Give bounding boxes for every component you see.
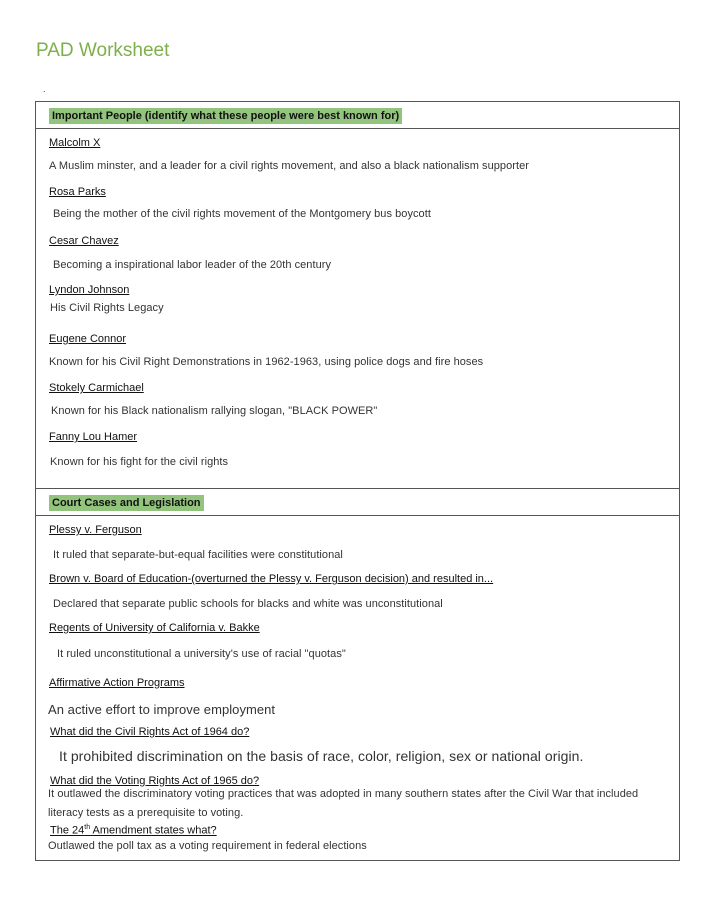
case-answer-line2: literacy tests as a prerequisite to voting.	[48, 807, 244, 819]
section-header	[36, 102, 679, 129]
person-name: Stokely Carmichael	[49, 382, 144, 394]
case-answer: An active effort to improve employment	[48, 702, 276, 717]
case-name-sup: th	[84, 824, 91, 831]
case-name: Affirmative Action Programs	[49, 677, 185, 689]
section-heading: Important People (identify what these people were best known for)	[49, 108, 402, 124]
person-name: Cesar Chavez	[49, 235, 119, 247]
case-name: Brown v. Board of Education-(overturned the Plessy v. Ferguson decision) and resulted in...	[49, 573, 494, 585]
person-answer: Being the mother of the civil rights movement of the Montgomery bus boycott	[53, 208, 431, 220]
person-name: Lyndon Johnson	[49, 284, 130, 296]
section-heading: Court Cases and Legislation	[49, 495, 204, 511]
case-name: What did the Voting Rights Act of 1965 do?	[50, 775, 260, 787]
case-answer: It ruled that separate-but-equal facilities were constitutional	[53, 549, 343, 561]
person-answer: Becoming a inspirational labor leader of the 20th century	[53, 259, 332, 271]
case-answer: It prohibited discrimination on the basis of race, color, religion, sex or national origin.	[59, 748, 584, 764]
page-title: PAD Worksheet	[36, 40, 170, 61]
person-name: Malcolm X	[49, 137, 101, 149]
case-answer: Outlawed the poll tax as a voting requirement in federal elections	[48, 840, 367, 852]
person-name: Fanny Lou Hamer	[49, 431, 138, 443]
case-name-post: Amendment states what?	[90, 824, 217, 837]
person-name: Eugene Connor	[49, 333, 127, 345]
case-name: Regents of University of California v. Bakke	[49, 622, 260, 634]
person-answer: Known for his Civil Right Demonstrations in 1962-1963, using police dogs and fire hoses	[49, 356, 484, 368]
person-answer: His Civil Rights Legacy	[50, 302, 164, 314]
case-name-pre: The 24	[50, 824, 85, 837]
case-name: Plessy v. Ferguson	[49, 524, 142, 536]
case-name: What did the Civil Rights Act of 1964 do?	[50, 726, 250, 738]
case-answer: Declared that separate public schools for blacks and white was unconstitutional	[53, 598, 443, 610]
stray-dot: .	[43, 84, 46, 94]
person-answer: Known for his Black nationalism rallying slogan, "BLACK POWER"	[51, 405, 378, 417]
case-answer: It ruled unconstitutional a university's use of racial "quotas"	[57, 648, 346, 660]
person-answer: A Muslim minster, and a leader for a civil rights movement, and also a black nationalism supporter	[49, 160, 529, 172]
case-answer-line1: It outlawed the discriminatory voting practices that was adopted in many southern states after the Civil War that included	[48, 788, 639, 800]
person-name: Rosa Parks	[49, 186, 106, 198]
case-name	[50, 824, 217, 837]
person-answer: Known for his fight for the civil rights	[50, 456, 229, 468]
court-cases-section	[35, 488, 680, 861]
section-header	[36, 489, 679, 516]
